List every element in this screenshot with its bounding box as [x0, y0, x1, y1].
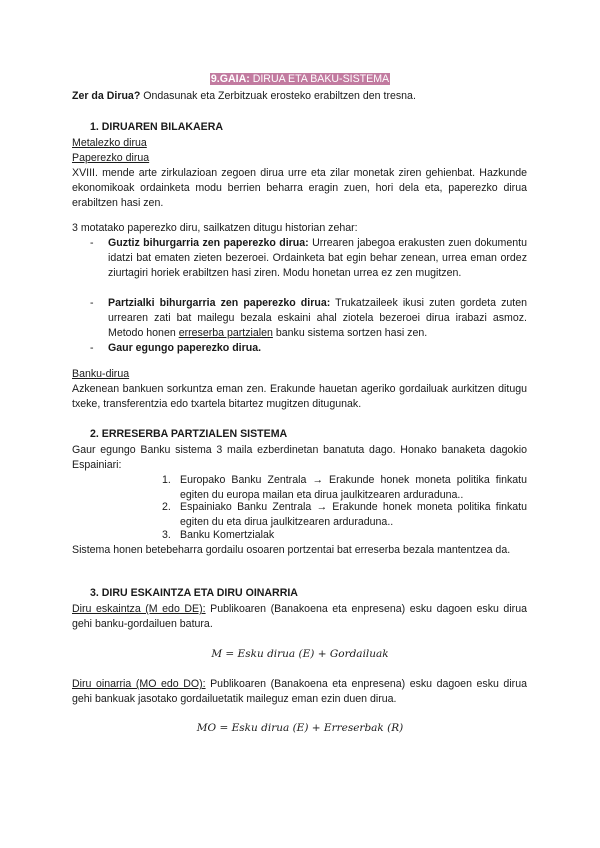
intro-answer: Ondasunak eta Zerbitzuak erosteko erabiltzen den tresna.: [140, 90, 416, 102]
list-number: 2.: [162, 501, 171, 513]
formula-money-supply: M = Esku dirua (E) + Gordailuak: [211, 648, 389, 660]
subheading-paperezko: Paperezko dirua: [72, 152, 150, 164]
formula-monetary-base: MO = Esku dirua (E) + Erreserbak (R): [196, 722, 404, 734]
bullet-underlined-term: erreserba partzialen: [178, 327, 273, 339]
bullet-text: Trukatzaileek ikusi zuten gordeta zuten urrearen zati bat mailegu bezala eskaini ahal ziotela bezeroei dirua irabazi asmoz. Metodo honen: [108, 297, 528, 339]
bullet-dash: -: [90, 342, 94, 354]
list-text: Banku Komertzialak: [180, 529, 275, 541]
definition-diru-eskaintza: [72, 602, 527, 632]
section2-closing: Sistema honen betebeharra gordailu osoaren portzentai bat erreserba bezala mantentzea da.: [72, 544, 511, 556]
list-number: 3.: [162, 529, 171, 541]
intro-paragraph: [72, 89, 527, 104]
bullet-bold: Gaur egungo paperezko dirua.: [108, 342, 262, 354]
definition-text: Publikoaren (Banakoena eta enpresena) esku dagoen esku dirua gehi bankuak jasotako gordailuetatik maileguz eman ezin duen dirua.: [72, 678, 527, 705]
bullet-bold: Partzialki bihurgarria zen paperezko dirua:: [108, 297, 331, 309]
list-item: [90, 236, 527, 281]
section3-heading: 3. DIRU ESKAINTZA ETA DIRU OINARRIA: [90, 587, 298, 599]
bullet-dash: -: [90, 237, 94, 249]
paper-types-intro: 3 motatako paperezko diru, sailkatzen ditugu historian zehar:: [72, 222, 358, 234]
intro-question: Zer da Dirua?: [72, 90, 141, 102]
subheading-metalezko: Metalezko dirua: [72, 137, 147, 149]
definition-label: Diru oinarria (MO edo DO):: [72, 678, 206, 690]
banku-dirua-paragraph: Azkenean bankuen sorkuntza eman zen. Erakunde hauetan ageriko gordailuak aurkitzen ditugu txeke, transferentzia edo txartela bitartez mugitzen ditugunak.: [72, 383, 527, 410]
definition-text: Publikoaren (Banakoena eta enpresena) esku dagoen esku dirua gehi banku-gordailuen batura.: [72, 603, 527, 630]
bullet-text: Urrearen jabegoa erakusten zuen dokumentu idatzi bat ematen zieten bezeroei. Ordainketa bat egin behar zenean, urrea eman ordez ziurtagiri horiek erabiltzen hasi ziren. Modu honetan urrea ez zen mugitzen.: [108, 237, 527, 279]
list-item: [90, 341, 527, 356]
list-text: Espainiako Banku Zentrala → Erakunde honek moneta politika finkatu egiten du eta dirua jaulkitzearen arduraduna..: [180, 501, 527, 528]
paperezko-paragraph: XVIII. mende arte zirkulazioan zegoen dirua urre eta zilar monetak ziren gehienbat. Hazkunde ekonomikoak ordainketa modu berrien beharra eragin zuen, hori dela eta, paperezko dirua erabiltzen hasi zen.: [72, 167, 527, 209]
section2-heading: 2. ERRESERBA PARTZIALEN SISTEMA: [90, 428, 288, 440]
list-number: 1.: [162, 474, 171, 486]
list-item: [162, 528, 527, 543]
list-item: [162, 473, 527, 503]
bullet-bold: Guztiz bihurgarria zen paperezko dirua:: [108, 237, 309, 249]
section1-heading: 1. DIRUAREN BILAKAERA: [90, 121, 224, 133]
definition-label: Diru eskaintza (M edo DE):: [72, 603, 206, 615]
title-number: 9.GAIA:: [210, 73, 250, 85]
bullet-text-end: banku sistema sortzen hasi zen.: [272, 327, 428, 339]
list-item: [162, 500, 527, 530]
definition-diru-oinarria: [72, 677, 527, 707]
title-text: DIRUA ETA BAKU-SISTEMA: [249, 73, 390, 85]
page-title: [0, 73, 600, 85]
subheading-banku-dirua: Banku-dirua: [72, 368, 130, 380]
list-item: [90, 296, 527, 341]
bullet-dash: -: [90, 297, 94, 309]
list-text: Europako Banku Zentrala → Erakunde honek moneta politika finkatu egiten du europa mailan eta dirua jaulkitzearen arduraduna..: [180, 474, 527, 501]
section2-paragraph: Gaur egungo Banku sistema 3 maila ezberdinetan banatuta dago. Honako banaketa dagokio Espainiari:: [72, 444, 527, 471]
